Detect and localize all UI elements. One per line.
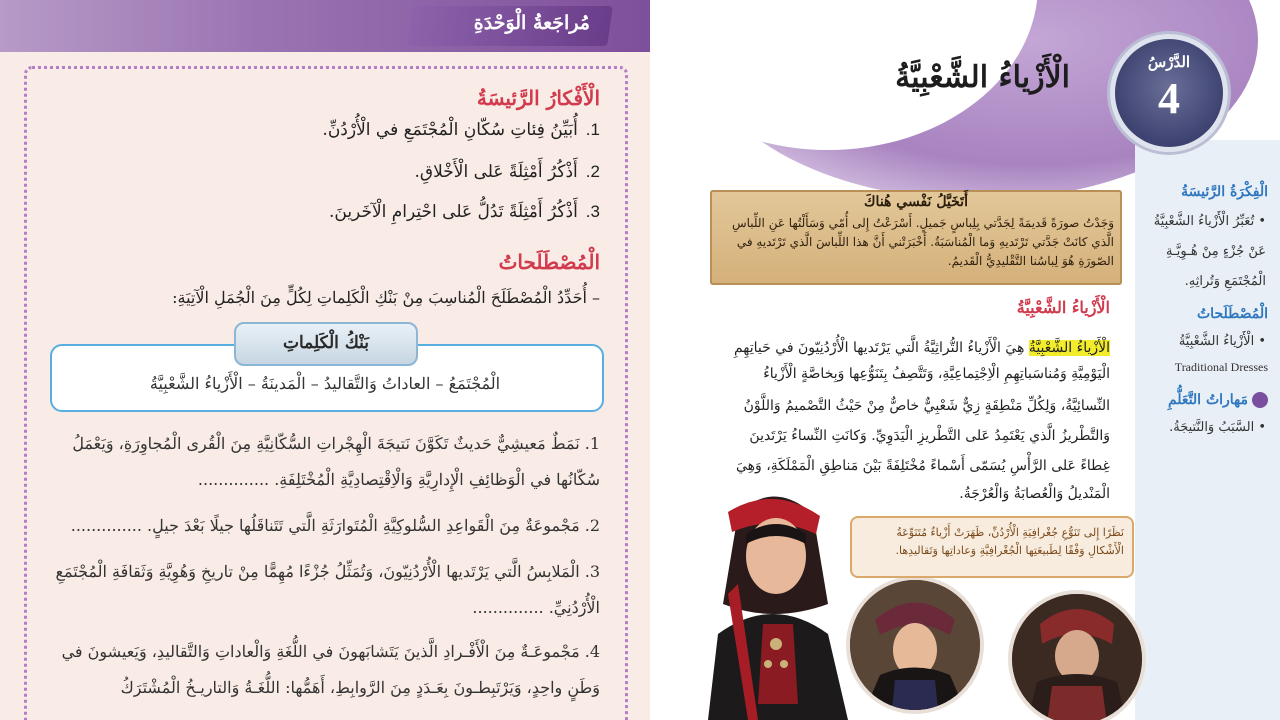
woman-traditional-dress-photo <box>688 484 858 720</box>
body-line-5: غِطاءً عَلى الرَّأْسِ يُسَمّى أَسْماءً مُخْتَلِفَةً بَيْنَ مَناطِقِ الْمَمْلَكَةِ، وَهِيَ <box>735 458 1110 474</box>
exercise-line-2: سُكّانُها في الْوَظائِفِ الْإِدارِيَّةِ وَالْاِقْتِصادِيَّةِ الْمُخْتَلِفَةِ. .............. <box>197 470 600 489</box>
section-heading: الْأَزْياءُ الشَّعْبِيَّةُ <box>1016 298 1110 317</box>
exercise-line-7: وَطَنٍ واحِدٍ، وَيَرْتَبِطـونَ بِعَـدَدٍ مِنَ الرَّوابِطِ، أَهَمُّها: اللُّغَـةُ وَالتاريـخُ الْمُشْتَرَكُ <box>120 678 600 697</box>
sidebar-main-idea-line-2: عَنْ جُزْءٍ مِنْ هُـوِيَّـةِ <box>1165 244 1266 259</box>
sidebar-skill: • السَّبَبُ وَالنَّتيجَةُ. <box>1169 420 1266 435</box>
sidebar-skills-heading: مَهاراتُ التَّعَلُّمِ <box>1168 392 1268 408</box>
right-page <box>658 0 1280 720</box>
lesson-title: الْأَزْياءُ الشَّعْبِيَّةُ <box>895 60 1070 95</box>
sidebar-main-idea-line-1: • تُعَبِّرُ الْأَزْياءُ الشَّعْبِيَّةُ <box>1153 214 1266 229</box>
sidebar-term-en: Traditional Dresses <box>1174 360 1268 374</box>
exercise-line-5: الْأُرْدُنِيِّ. .............. <box>472 598 600 617</box>
sidebar-main-idea-line-3: الْمُجْتَمَعِ وَتُراثِهِ. <box>1184 274 1266 289</box>
exercise-line-6: 4. مَجْموعَـةٌ مِنَ الْأَفْـرادِ الَّذينَ يَتَشابَهونَ في اللُّغَةِ وَالْعاداتِ وَالتَّقاليدِ، وَيَعيشونَ في <box>61 642 600 661</box>
main-ideas-heading: الْأَفْكارُ الرَّئيسَةُ <box>476 86 600 110</box>
skills-icon <box>1252 392 1268 408</box>
lesson-word: الدَّرْسُ <box>1147 53 1191 71</box>
photo-caption: نَظَرًا إِلى تَنَوُّعِ جُغْرافِيَةِ الْأُرْدُنِّ، ظَهَرَتْ أَزْياءٌ مُتَنَوِّعَةُ الْأَشْكالِ وَفْقًا لِطَبيعَتِها الْجُغْرافِيَّةِ وَعاداتِها وَتَقاليدِها. <box>895 526 1124 557</box>
sidebar-terms-heading: الْمُصْطَلَحاتُ <box>1197 306 1268 322</box>
body-line-3: النِّسائِيَّةُ، وَلِكُلِّ مَنْطِقَةٍ زِيٌّ شَعْبِيٌّ خاصٌّ مِنْ حَيْثُ التَّصْميمُ وَاللَّوْنُ <box>743 398 1110 414</box>
lesson-badge <box>1110 34 1228 152</box>
highlighted-term: الْأَزْياءُ الشَّعْبِيَّةُ <box>1028 340 1110 356</box>
terms-instruction: – أُحَدِّدُ الْمُصْطَلَحَ الْمُناسِبَ مِنْ بَنْكِ الْكَلِماتِ لِكُلٍّ مِنَ الْجُمَلِ الْآتِيَةِ: <box>172 288 600 307</box>
terms-heading: الْمُصْطَلَحاتُ <box>498 250 600 274</box>
word-bank-label: بَنْكُ الْكَلِماتِ <box>234 322 418 366</box>
lesson-number: 4 <box>1158 74 1180 123</box>
imagine-text: وَجَدْتُ صورَةً قَديمَةً لِجَدَّتي بِلِباسٍ جَميلٍ. أَسْرَعْتُ إِلى أُمّي وَسَأَلْتُها عَنِ اللِّباسِ الَّذي كانَتْ جَدَّتي تَرْتَديهِ وَما الْمُناسَبَةُ. أَخْبَرَتْني أَنَّ هذا اللِّباسَ الَّذي تَرْتَديهِ في الصّورَةِ هُوَ لِباسُنا التَّقْليدِيُّ الْقَديمُ. <box>731 216 1114 268</box>
question-2: 2.أَذْكُرُ أَمْثِلَةً عَلى الْأَخْلاقِ. <box>414 162 600 182</box>
photo-caption-box <box>850 516 1134 578</box>
unit-review-title: مُراجَعةُ الْوَحْدَةِ <box>473 12 590 34</box>
exercise-line-3: 2. مَجْموعَةٌ مِنَ الْقَواعِدِ السُّلوكِيَّةِ الْمُتَوارَثَةِ الَّتي تَتَناقَلُها جيلًا بَعْدَ جيلٍ. .............. <box>70 516 600 535</box>
imagine-box <box>710 190 1122 285</box>
sidebar-term-ar: • الْأَزْياءُ الشَّعْبِيَّةُ <box>1178 334 1266 349</box>
body-line-1: الْأَزْياءُ الشَّعْبِيَّةُ هِيَ الْأَزْياءُ التُّراثِيَّةُ الَّتي يَرْتَديها الْأُرْدُنِيّونَ في حَياتِهِمِ <box>733 340 1110 356</box>
exercise-line-4: 3. الْمَلابِسُ الَّتي يَرْتَديها الْأُرْدُنِيّونَ، وَتُمَثِّلُ جُزْءًا مُهِمًّا مِنْ تاريخِ وَهُوِيَّةِ وَثَقافَةِ الْمُجْتَمَعِ <box>55 562 600 581</box>
word-bank-words: الْمُجْتَمَعُ – العاداتُ وَالتَّقاليدُ – الْمَدينَةُ – الْأَزْياءُ الشَّعْبِيَّةُ <box>149 374 501 393</box>
sidebar-main-idea-heading: الْفِكْرَةُ الرَّئيسَةُ <box>1181 184 1268 200</box>
question-1: 1.أُبَيِّنُ فِئاتِ سُكّانِ الْمُجْتَمَعِ في الْأُرْدُنِّ. <box>322 120 600 140</box>
woman-photo-circle-1 <box>846 576 984 714</box>
body-line-2: الْيَوْمِيَّةِ وَمُناسَباتِهِمِ الْاِجْتِماعِيَّةِ، وَتَتَّصِفُ بِتَنَوُّعِها وَبِخاصَّةٍ الْأَزْياءُ <box>763 366 1110 382</box>
exercise-line-1: 1. نَمَطٌ مَعيشِيٌّ حَديثٌ تَكَوَّنَ نَتيجَةَ الْهِجْراتِ السُّكّانِيَّةِ مِنَ الْقُرى الْمُجاوِرَةِ، وَيَعْمَلُ <box>72 434 600 453</box>
body-line-6: الْمَنْديلُ وَالْعُصابَةُ وَالْعُرْجَةُ. <box>959 486 1110 502</box>
unit-review-header <box>0 0 650 52</box>
question-3: 3.أَذْكُرُ أَمْثِلَةً تَدُلُّ عَلى احْتِرامِ الْآخَرينَ. <box>328 202 600 222</box>
imagine-title: أَتَخَيَّلُ نَفْسي هُناكَ <box>864 194 968 210</box>
woman-photo-circle-2 <box>1008 590 1146 720</box>
body-line-4: وَالتَّطْريزُ الَّذي يَعْتَمِدُ عَلى التَّطْريزِ الْيَدَوِيِّ. وَكانَتِ النِّساءُ يَرْتَدينَ <box>749 428 1110 444</box>
